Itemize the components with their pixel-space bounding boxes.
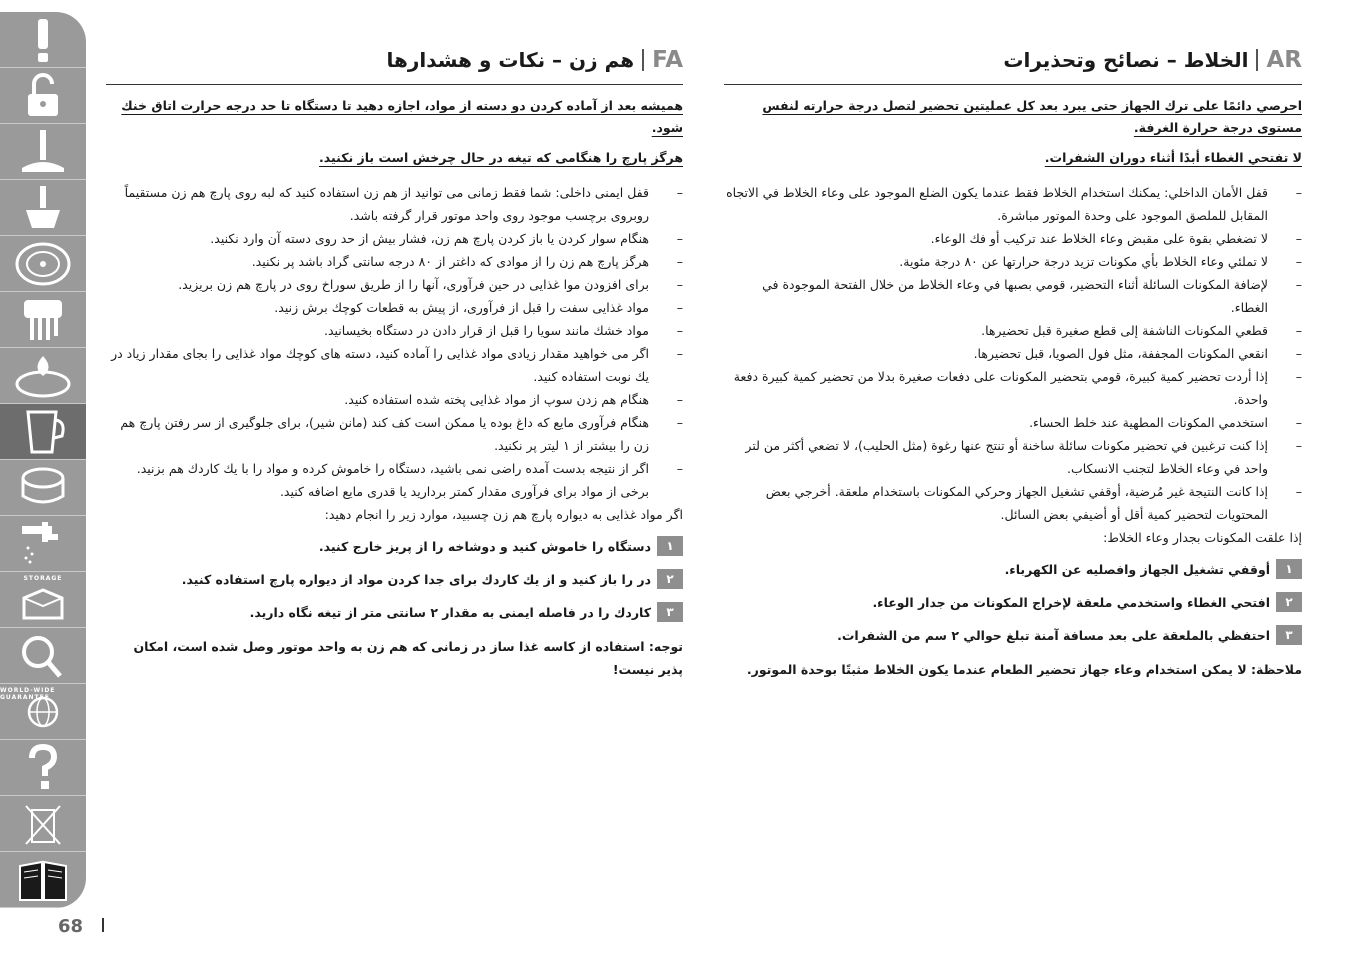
farsi-step-3 (106, 602, 683, 622)
arabic-warning-2: لا تفتحي الغطاء أبدًا أثناء دوران الشفرات. (1044, 150, 1302, 165)
list-item: – لا تضغطي بقوة على مقبض وعاء الخلاط عند تركيب أو فك الوعاء. (724, 227, 1302, 250)
slicer-disc-icon (14, 240, 72, 288)
list-item: – إذا كنت ترغبين في تحضير مكونات سائلة ساخنة أو تنتج عنها رغوة (مثل الحليب)، لا تضعي أكثر من لتر واحد في وعاء الخلاط لتجنب الانسكاب. (724, 434, 1302, 480)
tab-storage[interactable] (0, 572, 86, 628)
list-item: – استخدمي المكونات المطهية عند خلط الحساء. (724, 411, 1302, 434)
step-number: ١ (1276, 559, 1302, 579)
tab-mincer[interactable] (0, 292, 86, 348)
tab-faq[interactable] (0, 740, 86, 796)
arabic-title: الخلاط – نصائح وتحذيرات (1003, 48, 1249, 72)
list-item: – اگر از نتیجه بدست آمده راضی نمی باشید، دستگاه را خاموش كرده و مواد را با یك كاردك هم بزنید. برخی از مواد برای فرآوری مقدار كمتر بردارید یا قدری مایع اضافه كنید. (106, 457, 683, 503)
step-text: افتحي الغطاء واستخدمي ملعقة لإخراج المكونات من جدار الوعاء. (872, 594, 1270, 610)
tab-manual[interactable] (0, 852, 86, 908)
tab-disposal[interactable] (0, 796, 86, 852)
arabic-note: ملاحظة: لا يمكن استخدام وعاء جهاز تحضير الطعام عندما يكون الخلاط مثبتًا بوحدة الموتور. (746, 662, 1302, 677)
header-divider (642, 49, 644, 71)
farsi-title: هم زن – نكات و هشدارها (386, 48, 635, 72)
list-item: – قطعي المكونات الناشفة إلى قطع صغيرة قبل تحضيرها. (724, 319, 1302, 342)
arabic-step-1 (724, 559, 1302, 579)
step-number: ٣ (1276, 625, 1302, 645)
manual-book-icon (14, 856, 72, 904)
whisk-attachment-icon (14, 128, 72, 176)
farsi-warning-1: همیشه بعد از آماده کردن دو دسته از مواد، اجازه دهید تا دستگاه تا حد درجه حرارت اتاق خنك شود. (121, 98, 683, 135)
farsi-step-1 (106, 536, 683, 556)
list-item: – هنگام فرآوری مایع كه داغ بوده یا ممكن است كف كند (مانن شیر)، برای جلوگیری از سر رفتن پارچ هم زن را بیشتر از ۱ لیتر پر نكنید. (106, 411, 683, 457)
tab-troubleshooting[interactable] (0, 628, 86, 684)
list-item: – هنگام هم زدن سوپ از مواد غذایی پخته شده استفاده كنید. (106, 388, 683, 411)
farsi-steps-intro: اگر مواد غذایی به دیواره پارچ هم زن چسبید، موارد زیر را انجام دهید: (324, 507, 683, 522)
tab-whisk[interactable] (0, 124, 86, 180)
food-processor-icon (14, 464, 72, 512)
header-divider (1256, 49, 1258, 71)
step-text: در را باز كنید و از یك كاردك برای جدا كردن مواد از دیواره پارچ استفاده كنید. (181, 571, 651, 587)
tab-unlock[interactable] (0, 68, 86, 124)
list-item: – انقعي المكونات المجففة، مثل فول الصويا، قبل تحضيرها. (724, 342, 1302, 365)
arabic-header (724, 40, 1302, 85)
tab-guarantee[interactable] (0, 684, 86, 740)
list-item: – قفل ایمنی داخلی: شما فقط زمانی می توانید از هم زن استفاده كنید كه لبه روی پارچ هم زن مستقیماً روبروی برچسب موجود روی واحد موتور قرار گرفته باشد. (106, 181, 683, 227)
tab-slicer[interactable] (0, 236, 86, 292)
tab-safety[interactable] (0, 12, 86, 68)
tab-blender[interactable] (0, 404, 86, 460)
citrus-press-icon (14, 352, 72, 400)
crossed-bin-icon (14, 800, 72, 848)
page-number-divider (102, 918, 104, 932)
list-item: – هنگام سوار کردن یا باز کردن پارچ هم زن، فشار بیش از حد روی دسته آن وارد نكنید. (106, 227, 683, 250)
step-text: أوقفي تشغيل الجهاز وافصليه عن الكهرباء. (1004, 561, 1270, 577)
list-item: – إذا كانت النتيجة غير مُرضية، أوقفي تشغيل الجهاز وحركي المكونات باستخدام ملعقة. أخرجي بعض المحتويات لتحضير كمية أقل أو أضيفي بعض السائل. (724, 480, 1302, 526)
list-item: – قفل الأمان الداخلي: يمكنك استخدام الخلاط فقط عندما يكون الضلع الموجود على وعاء الخلاط في الاتجاه المقابل للملصق الموجود على وحدة الموتور مباشرة. (724, 181, 1302, 227)
magnifier-icon (14, 632, 72, 680)
storage-box-icon (14, 576, 72, 624)
arabic-step-2 (724, 592, 1302, 612)
farsi-bullet-list (106, 181, 683, 503)
unlocked-padlock-icon (14, 72, 72, 120)
tab-label: WORLD-WIDE GUARANTEE (0, 687, 56, 701)
step-number: ۱ (657, 536, 683, 556)
question-mark-icon (14, 744, 72, 792)
kneading-hook-icon (14, 184, 72, 232)
arabic-steps-intro: إذا علقت المكونات بجدار وعاء الخلاط: (1103, 530, 1302, 545)
list-item: – اگر می خواهید مقدار زیادی مواد غذایی را آماده كنید، دسته های كوچك مواد غذایی را بجای مقدار زیاد در یك نوبت استفاده كنید. (106, 342, 683, 388)
list-item: – هرگز پارچ هم زن را از موادی كه داغتر از ۸۰ درجه سانتی گراد باشد پر نكنید. (106, 250, 683, 273)
arabic-warning-1: احرصي دائمًا على ترك الجهاز حتى يبرد بعد كل عمليتين تحضير لتصل درجة حرارته لنفس مستوى درجة حرارة الغرفة. (762, 98, 1302, 135)
list-item: – إذا أردت تحضير كمية كبيرة، قومي بتحضير المكونات على دفعات صغيرة بدلا من تحضير كمية كبيرة دفعة واحدة. (724, 365, 1302, 411)
step-text: دستگاه را خاموش كنید و دوشاخه را از پریز خارج كنید. (318, 538, 651, 554)
list-item: – لإضافة المكونات السائلة أثناء التحضير، قومي بصبها في وعاء الخلاط من خلال الفتحة الموجودة في الغطاء. (724, 273, 1302, 319)
step-number: ۲ (657, 569, 683, 589)
page-number: 68 (58, 916, 84, 937)
list-item: – مواد خشك مانند سویا را قبل از قرار دادن در دستگاه بخیسانید. (106, 319, 683, 342)
tab-citrus[interactable] (0, 348, 86, 404)
step-number: ٢ (1276, 592, 1302, 612)
farsi-step-2 (106, 569, 683, 589)
farsi-lang-code: FA (652, 47, 683, 73)
arabic-bullet-list (724, 181, 1302, 526)
section-arabic (724, 40, 1302, 681)
tab-cleaning[interactable] (0, 516, 86, 572)
farsi-warning-2: هرگز پارچ را هنگامی كه تیغه در حال چرخش است باز نكنید. (319, 150, 683, 165)
tab-processor[interactable] (0, 460, 86, 516)
step-text: كاردك را در فاصله ایمنی به مقدار ۲ سانتی متر از تیغه نگاه دارید. (249, 604, 651, 620)
list-item: – لا تملئي وعاء الخلاط بأي مكونات تزيد درجة حرارتها عن ٨٠ درجة مئوية. (724, 250, 1302, 273)
blender-jug-icon (14, 408, 72, 456)
farsi-note: توجه: استفاده از كاسه غذا ساز در زمانی كه هم زن به واحد موتور وصل شده است، امكان پذیر نیست! (133, 639, 683, 677)
tap-water-icon (14, 520, 72, 568)
step-number: ۳ (657, 602, 683, 622)
farsi-header (106, 40, 683, 85)
list-item: – برای افزودن موا غذایی در حین فرآوری، آنها را از طریق سوراخ روی در پارچ هم زن بریزید. (106, 273, 683, 296)
arabic-step-3 (724, 625, 1302, 645)
tab-label: STORAGE (23, 575, 63, 582)
list-item: – مواد غذایی سفت را قبل از فرآوری، از پیش به قطعات كوچك برش زنید. (106, 296, 683, 319)
arabic-lang-code: AR (1266, 47, 1302, 73)
tab-hook[interactable] (0, 180, 86, 236)
step-text: احتفظي بالملعقة على بعد مسافة آمنة تبلغ حوالي ٢ سم من الشفرات. (837, 627, 1270, 643)
section-farsi (106, 40, 683, 681)
section-sidebar (0, 12, 86, 908)
mincer-icon (14, 296, 72, 344)
exclamation-icon (14, 16, 72, 64)
